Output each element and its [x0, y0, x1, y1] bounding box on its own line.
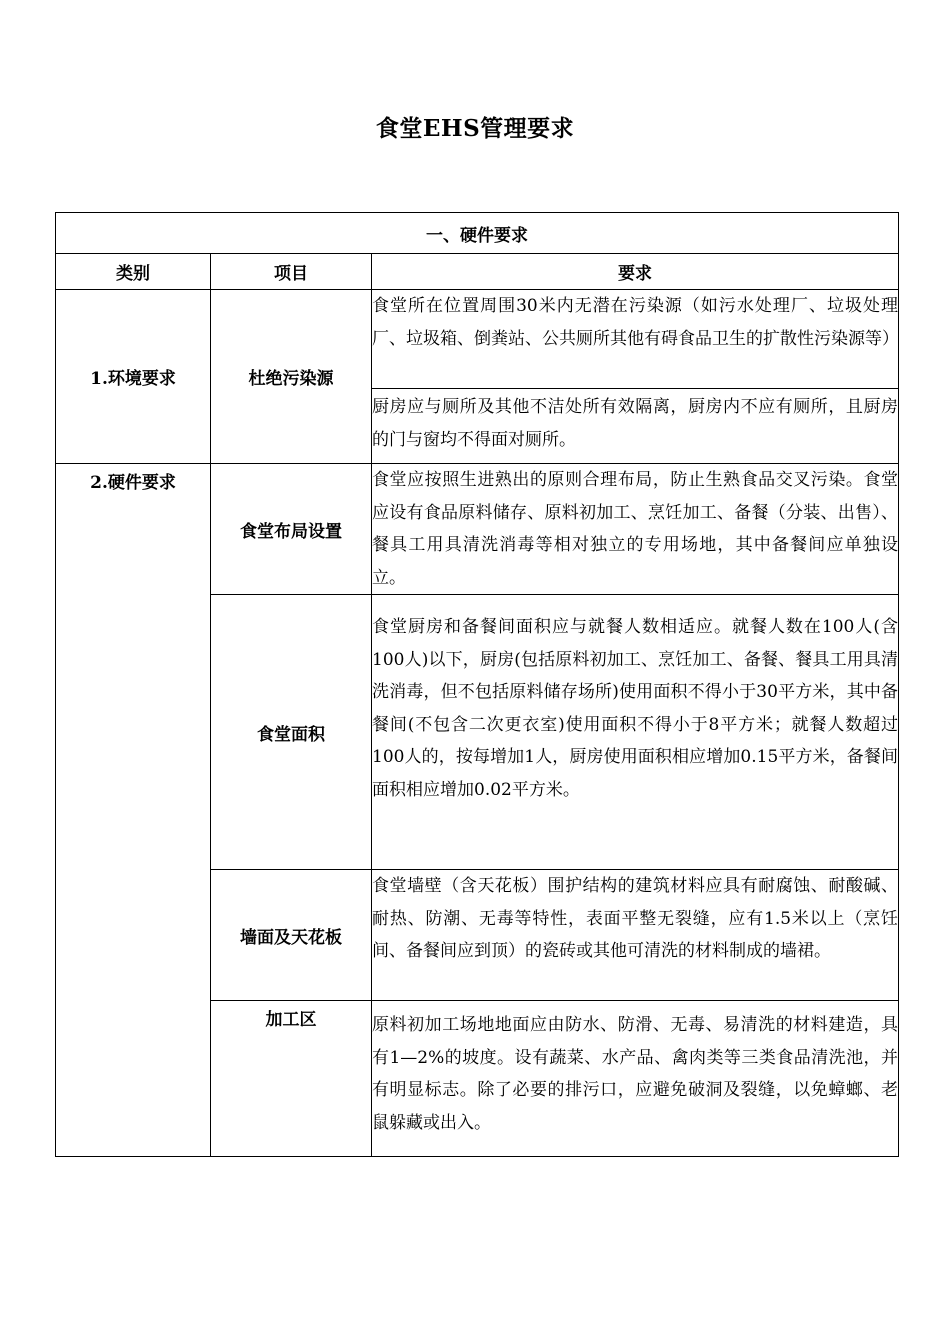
requirement-cell: 原料初加工场地地面应由防水、防滑、无毒、易清洗的材料建造，具有1—2%的坡度。设有蔬菜、水产品、禽肉类等三类食品清洗池，并有明显标志。除了必要的排污口，应避免破洞及裂缝，以免蟑螂、老鼠躲藏或出入。: [372, 1001, 899, 1157]
section-title: 一、硬件要求: [56, 213, 899, 254]
item-cell: 加工区: [211, 1001, 372, 1157]
column-header-item: 项目: [211, 254, 372, 290]
requirement-cell: 食堂所在位置周围30米内无潜在污染源（如污水处理厂、垃圾处理厂、垃圾箱、倒粪站、公共厕所其他有碍食品卫生的扩散性污染源等）: [372, 290, 899, 389]
item-cell: 杜绝污染源: [211, 290, 372, 464]
section-header-row: [56, 213, 899, 254]
requirement-cell: 厨房应与厕所及其他不洁处所有效隔离，厨房内不应有厕所，且厨房的门与窗均不得面对厕所。: [372, 389, 899, 464]
table-row: [56, 290, 899, 389]
item-cell: 食堂面积: [211, 595, 372, 870]
column-header-row: [56, 254, 899, 290]
requirement-cell: 食堂应按照生进熟出的原则合理布局，防止生熟食品交叉污染。食堂应设有食品原料储存、原料初加工、烹饪加工、备餐（分装、出售）、餐具工用具清洗消毒等相对独立的专用场地，其中备餐间应单独设立。: [372, 464, 899, 595]
item-cell: 食堂布局设置: [211, 464, 372, 595]
item-cell: 墙面及天花板: [211, 870, 372, 1001]
requirement-cell: 食堂墙壁（含天花板）围护结构的建筑材料应具有耐腐蚀、耐酸碱、耐热、防潮、无毒等特性，表面平整无裂缝，应有1.5米以上（烹饪间、备餐间应到顶）的瓷砖或其他可清洗的材料制成的墙裙。: [372, 870, 899, 1001]
category-cell: 2.硬件要求: [56, 464, 211, 1157]
table-row: [56, 464, 899, 595]
category-cell: 1.环境要求: [56, 290, 211, 464]
document-title: 食堂EHS管理要求: [375, 115, 575, 142]
column-header-requirement: 要求: [372, 254, 899, 290]
requirement-cell: 食堂厨房和备餐间面积应与就餐人数相适应。就餐人数在100人(含100人)以下，厨房(包括原料初加工、烹饪加工、备餐、餐具工用具清洗消毒，但不包括原料储存场所)使用面积不得小于30平方米，其中备餐间(不包含二次更衣室)使用面积不得小于8平方米；就餐人数超过100人的，按每增加1人，厨房使用面积相应增加0.15平方米，备餐间面积相应增加0.02平方米。: [372, 595, 899, 870]
column-header-category: 类别: [56, 254, 211, 290]
requirements-table: [55, 212, 899, 1157]
